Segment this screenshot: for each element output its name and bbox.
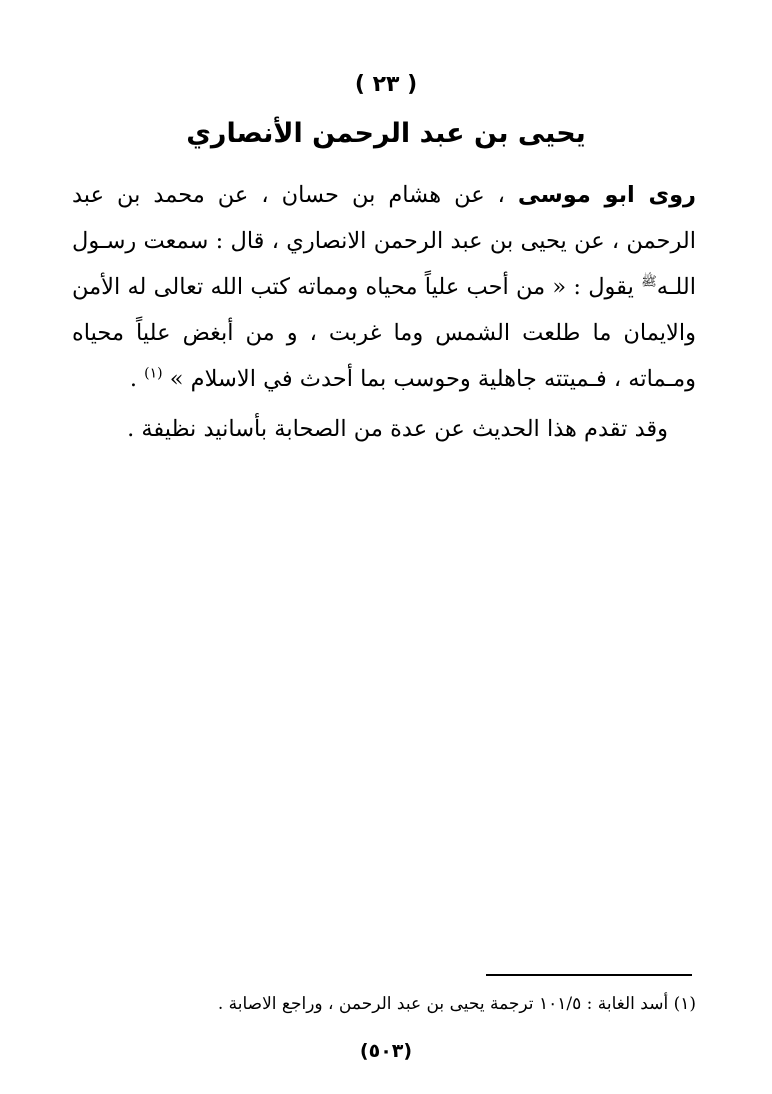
narrator-name: روى ابو موسى bbox=[517, 182, 697, 208]
page-title: يحيى بن عبد الرحمن الأنصاري bbox=[186, 118, 586, 149]
footnote-reference: (١) bbox=[144, 365, 163, 382]
main-text bbox=[72, 172, 696, 452]
paragraph-2: وقد تقدم هذا الحديث عن عدة من الصحابة بأسانيد نظيفة . bbox=[127, 416, 668, 442]
paragraph-1 bbox=[72, 172, 696, 402]
honorific-glyph: ﷺ bbox=[641, 274, 657, 290]
paragraph-1-text-b: يقول : « من أحب علياً محياه ومماته كتب الله تعالى له الأمن والايمان ما طلعت الشمس وما غربت ، و من أبغض علياً محياه ومـماته ، فـميتته جاهلية وحوسب بما أحدث في الاسلام » bbox=[72, 274, 696, 392]
paragraph-1-text-a: ، عن هشام بن حسان ، عن محمد بن عبد الرحمن ، عن يحيى بن عبد الرحمن الانصاري ، قال : سمعت رسـول اللـه bbox=[72, 182, 696, 300]
section-number: ( ٢٣ ) bbox=[354, 72, 418, 97]
page-number: (٥٠٣) bbox=[359, 1040, 413, 1062]
paragraph-1-text-c: . bbox=[129, 366, 145, 392]
footnote: (١) أسد الغابة : ١٠١/٥ ترجمة يحيى بن عبد الرحمن ، وراجع الاصابة . bbox=[217, 994, 696, 1014]
footnote-divider bbox=[486, 974, 692, 976]
